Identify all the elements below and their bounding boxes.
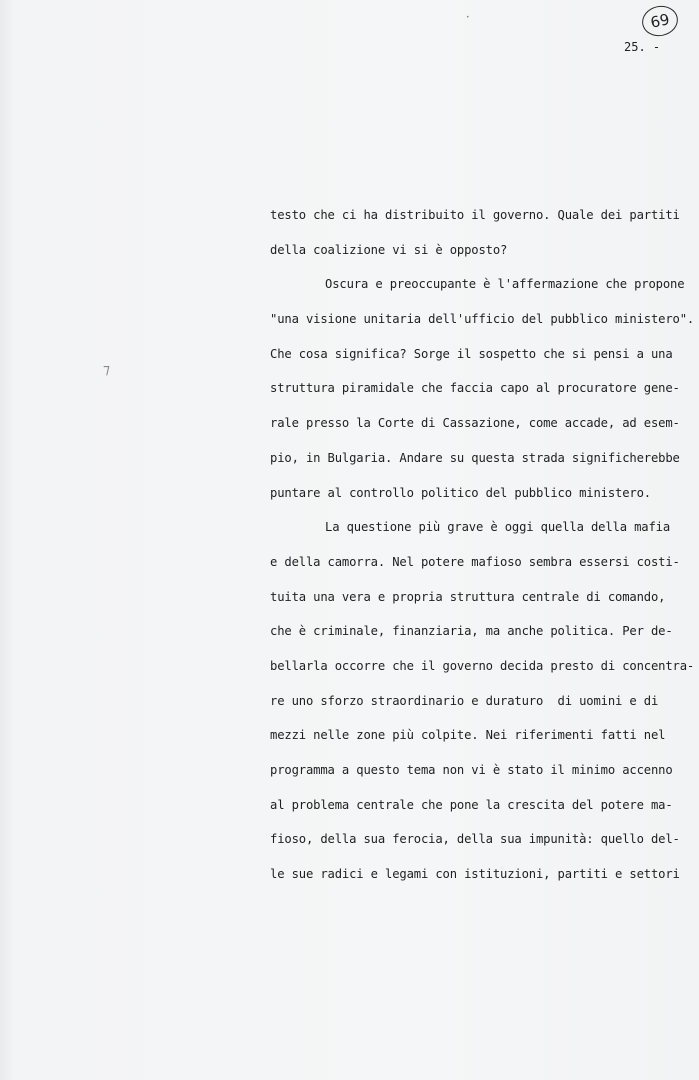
page-stamp: 69 xyxy=(639,3,680,40)
text-line: e della camorra. Nel potere mafioso sembra essersi costi- xyxy=(270,554,680,569)
text-line: Oscura e preoccupante è l'affermazione che propone xyxy=(325,277,685,292)
text-line: che è criminale, finanziaria, ma anche politica. Per de- xyxy=(270,624,673,639)
text-line: "una visione unitaria dell'ufficio del pubblico ministero". xyxy=(270,312,695,327)
text-line: testo che ci ha distribuito il governo. Quale dei partiti xyxy=(270,208,680,222)
scan-speck-icon: • xyxy=(466,14,470,21)
margin-mark-icon: ⁊ xyxy=(103,362,110,378)
text-line: rale presso la Corte di Cassazione, come accade, ad esem- xyxy=(270,416,680,431)
text-line: La questione più grave è oggi quella della mafia xyxy=(325,520,670,535)
text-line: programma a questo tema non vi è stato il minimo accenno xyxy=(270,763,673,777)
text-line: struttura piramidale che faccia capo al procuratore gene- xyxy=(270,381,680,396)
body-text xyxy=(270,204,695,898)
text-line: fioso, della sua ferocia, della sua impunità: quello del- xyxy=(270,832,680,847)
text-line: le sue radici e legami con istituzioni, partiti e settori xyxy=(270,867,680,882)
text-line: pio, in Bulgaria. Andare su questa strada significherebbe xyxy=(270,450,680,465)
text-line: puntare al controllo politico del pubblico ministero. xyxy=(270,485,651,500)
text-line: della coalizione vi si è opposto? xyxy=(270,242,508,257)
text-line: bellarla occorre che il governo decida presto di concentra- xyxy=(270,658,695,673)
text-line: tuita una vera e propria struttura centrale di comando, xyxy=(270,589,666,604)
text-line: re uno sforzo straordinario e duraturo di uomini e di xyxy=(270,693,659,708)
text-line: mezzi nelle zone più colpite. Nei riferimenti fatti nel xyxy=(270,728,666,743)
page-number: 25. - xyxy=(624,40,661,54)
text-line: al problema centrale che pone la crescita del potere ma- xyxy=(270,797,673,812)
text-line: Che cosa significa? Sorge il sospetto che si pensi a una xyxy=(270,346,673,361)
